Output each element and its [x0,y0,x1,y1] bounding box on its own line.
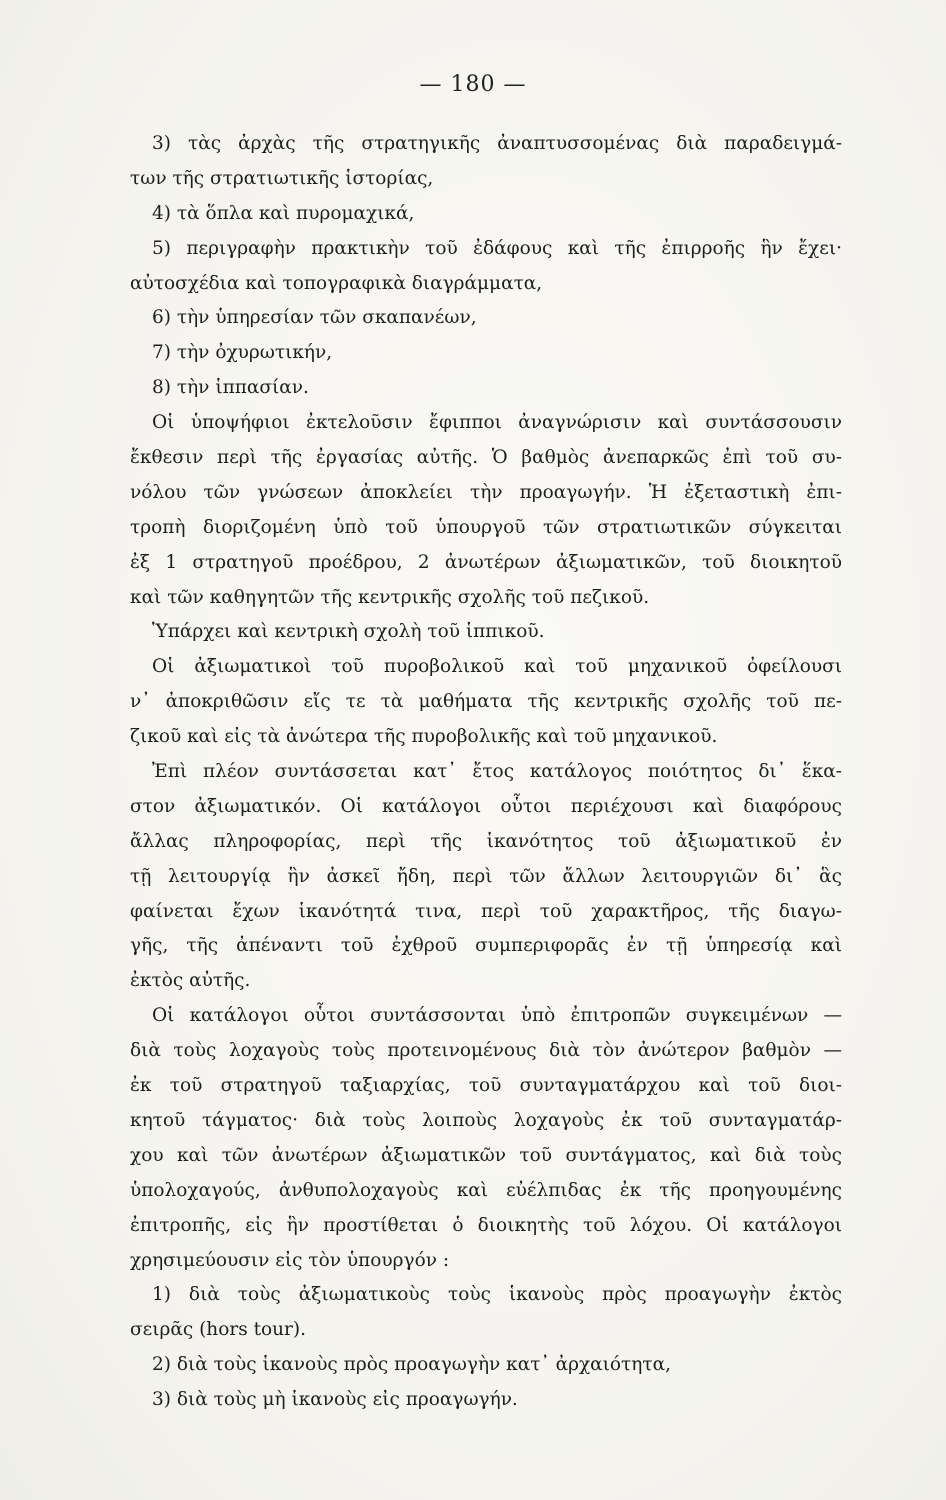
text-line: ἐκτὸς αὐτῆς. [130,970,251,992]
text-line: τῇ λειτουργίᾳ ἣν ἀσκεῖ ἤδη, περὶ τῶν ἄλλων λειτουργιῶν δι᾽ ἃς [130,865,842,887]
text-line: 3) διὰ τοὺς μὴ ἱκανοὺς εἰς προαγωγήν. [152,1389,518,1411]
text-line: 2) διὰ τοὺς ἱκανοὺς πρὸς προαγωγὴν κατ᾽ ἀρχαιότητα, [152,1354,671,1376]
text-line: φαίνεται ἔχων ἱκανότητά τινα, περὶ τοῦ χαρακτῆρος, τῆς διαγω- [130,900,842,922]
text-line: νόλου τῶν γνώσεων ἀποκλείει τὴν προαγωγήν. Ἡ ἐξεταστικὴ ἐπι- [130,481,842,503]
text-line: αὐτοσχέδια καὶ τοπογραφικὰ διαγράμματα, [130,272,543,294]
text-line: Ὑπάρχει καὶ κεντρικὴ σχολὴ τοῦ ἱππικοῦ. [152,621,545,643]
page-number: — 180 — [419,72,527,97]
text-line: στον ἀξιωματικόν. Οἱ κατάλογοι οὗτοι περιέχουσι καὶ διαφόρους [130,795,842,817]
text-line: ν᾽ ἀποκριθῶσιν εἴς τε τὰ μαθήματα τῆς κεντρικῆς σχολῆς τοῦ πε- [130,691,842,713]
text-line: ἔκθεσιν περὶ τῆς ἐργασίας αὐτῆς. Ὁ βαθμὸς ἀνεπαρκῶς ἐπὶ τοῦ συ- [130,447,842,469]
text-line: χου καὶ τῶν ἀνωτέρων ἀξιωματικῶν τοῦ συντάγματος, καὶ διὰ τοὺς [130,1144,842,1166]
text-line: χρησιμεύουσιν εἰς τὸν ὑπουργόν : [130,1249,450,1271]
text-line: 7) τὴν ὀχυρωτικήν, [152,342,333,364]
text-line: γῆς, τῆς ἀπέναντι τοῦ ἐχθροῦ συμπεριφορᾶς ἐν τῇ ὑπηρεσίᾳ καὶ [130,935,842,957]
text-line: ὑπολοχαγούς, ἀνθυπολοχαγοὺς καὶ εὐέλπιδας ἐκ τῆς προηγουμένης [130,1179,842,1201]
text-line: ἐκ τοῦ στρατηγοῦ ταξιαρχίας, τοῦ συνταγματάρχου καὶ τοῦ διοι- [130,1075,842,1097]
text-line: 4) τὰ ὅπλα καὶ πυρομαχικά, [152,202,415,224]
text-line: 6) τὴν ὑπηρεσίαν τῶν σκαπανέων, [152,307,477,329]
text-line: διὰ τοὺς λοχαγοὺς τοὺς προτεινομένους διὰ τὸν ἀνώτερον βαθμὸν — [130,1040,842,1062]
text-line: ζικοῦ καὶ εἰς τὰ ἀνώτερα τῆς πυροβολικῆς καὶ τοῦ μηχανικοῦ. [130,726,718,748]
text-line: καὶ τῶν καθηγητῶν τῆς κεντρικῆς σχολῆς τοῦ πεζικοῦ. [130,586,650,608]
text-line: σειρᾶς (hors tour). [130,1319,306,1341]
text-line: Οἱ ἀξιωματικοὶ τοῦ πυροβολικοῦ καὶ τοῦ μηχανικοῦ ὀφείλουσι [152,656,842,678]
text-line: των τῆς στρατιωτικῆς ἱστορίας, [130,167,434,189]
text-line: 8) τὴν ἱππασίαν. [152,377,309,399]
text-line: κητοῦ τάγματος· διὰ τοὺς λοιποὺς λοχαγοὺς ἐκ τοῦ συνταγματάρ- [130,1109,842,1131]
text-line: 1) διὰ τοὺς ἀξιωματικοὺς τοὺς ἱκανοὺς πρὸς προαγωγὴν ἐκτὸς [152,1284,842,1306]
text-line: Οἱ κατάλογοι οὗτοι συντάσσονται ὑπὸ ἐπιτροπῶν συγκειμένων — [152,1005,842,1027]
text-line: ἐπιτροπῆς, εἰς ἣν προστίθεται ὁ διοικητὴς τοῦ λόχου. Οἱ κατάλογοι [130,1214,842,1236]
text-line: τροπὴ διοριζομένη ὑπὸ τοῦ ὑπουργοῦ τῶν στρατιωτικῶν σύγκειται [130,516,842,538]
text-line: 3) τὰς ἀρχὰς τῆς στρατηγικῆς ἀναπτυσσομένας διὰ παραδειγμά- [152,133,842,154]
text-line: Ἐπὶ πλέον συντάσσεται κατ᾽ ἔτος κατάλογος ποιότητος δι᾽ ἕκα- [152,761,842,783]
text-line: ἄλλας πληροφορίας, περὶ τῆς ἱκανότητος τοῦ ἀξιωματικοῦ ἐν [130,830,842,852]
text-line: Οἱ ὑποψήφιοι ἐκτελοῦσιν ἔφιπποι ἀναγνώρισιν καὶ συντάσσουσιν [152,412,842,434]
text-line: ἐξ 1 στρατηγοῦ προέδρου, 2 ἀνωτέρων ἀξιωματικῶν, τοῦ διοικητοῦ [130,551,842,573]
page-body [130,127,842,1418]
text-line: 5) περιγραφὴν πρακτικὴν τοῦ ἐδάφους καὶ τῆς ἐπιρροῆς ἣν ἔχει· [152,237,842,259]
